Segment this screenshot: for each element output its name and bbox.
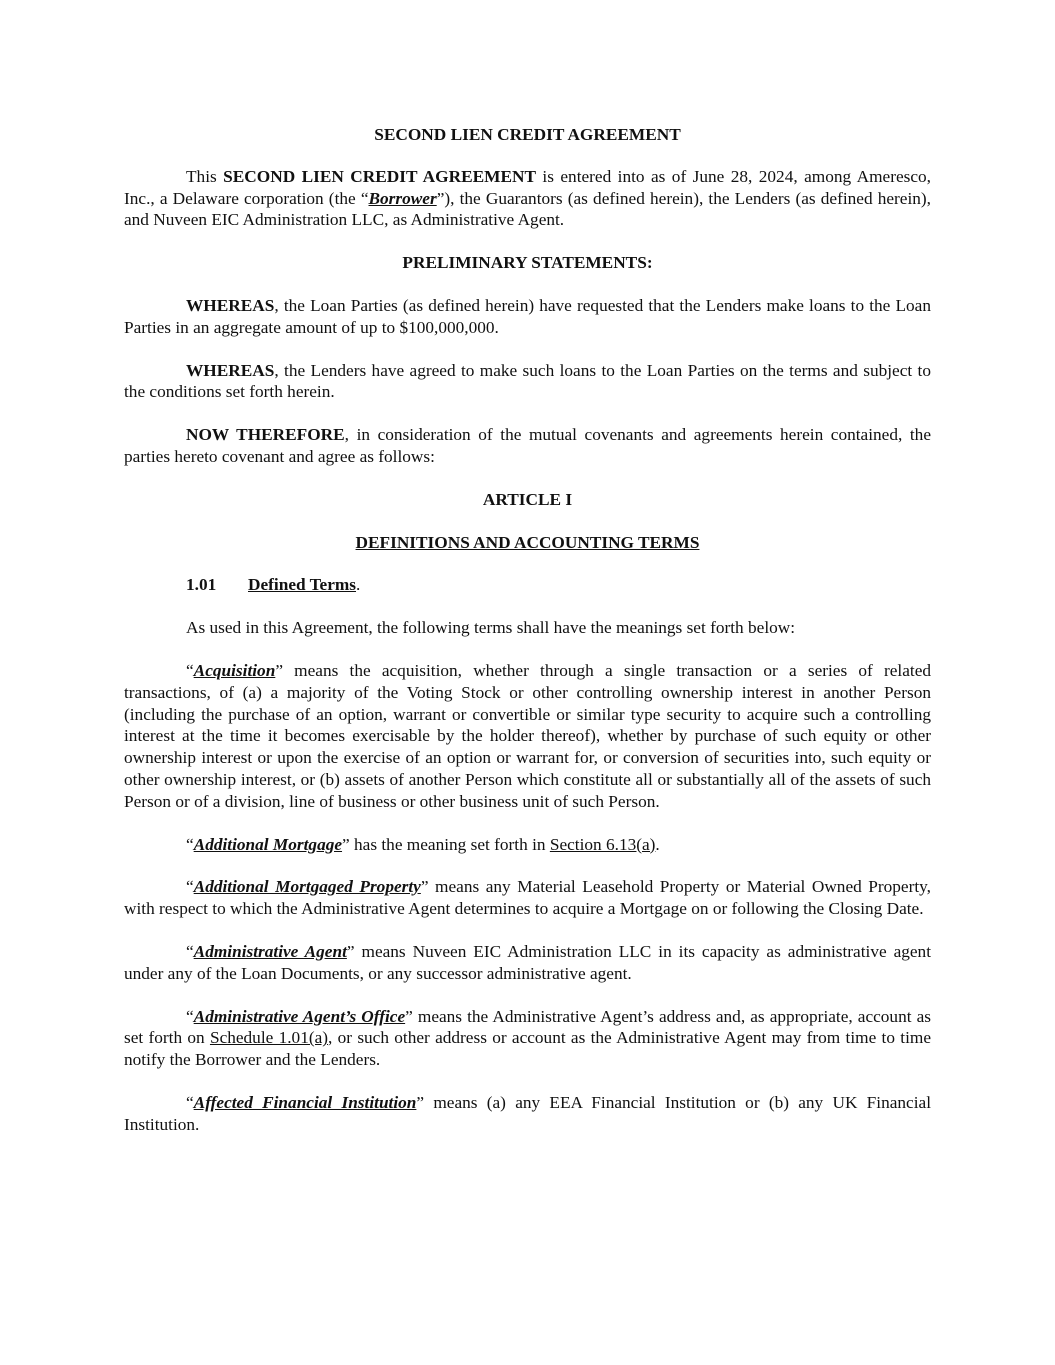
close-quote: ” [342,834,350,854]
whereas-paragraph-2 [124,360,931,404]
section-title: Defined Terms [248,575,357,595]
definition-additional-mortgaged-property [124,876,931,920]
defined-term: Additional Mortgaged Property [193,877,421,897]
now-therefore-keyword: NOW THEREFORE [186,425,345,445]
definition-text: means any Material Leasehold Property or Material Owned Property, with respect to which the Administrative Agent determines to acquire a Mortgage on or following the Closing Date. [124,877,931,919]
defined-term: Administrative Agent [193,941,347,961]
defined-term: Affected Financial Institution [193,1092,417,1112]
close-quote: ” [346,941,355,961]
whereas-keyword: WHEREAS [186,295,275,315]
whereas-text: , the Loan Parties (as defined herein) have requested that the Lenders make loans to the Loan Parties in an aggregate amount of up to $100,000,000. [124,295,931,337]
document-title: SECOND LIEN CREDIT AGREEMENT [374,125,681,144]
whereas-paragraph-1 [124,295,931,339]
preliminary-statements-heading: PRELIMINARY STATEMENTS: [402,253,653,273]
now-therefore-text: , in consideration of the mutual covenants and agreements herein contained, the parties hereto covenant and agree as follows: [124,425,931,466]
section-heading [124,574,931,596]
intro-text-b: ”), the Guarantors (as defined herein), the Lenders (as defined herein), and Nuveen EIC Administration LLC, as Administrative Agent. [124,188,931,230]
definition-additional-mortgage [124,834,931,856]
open-quote: “ [186,877,194,897]
open-quote: “ [186,834,194,854]
section-number: 1.01 [186,575,217,595]
definition-acquisition [124,660,931,813]
definition-administrative-agents-office [124,1006,931,1071]
close-quote: ” [405,1006,413,1026]
definition-text: means (a) any EEA Financial Institution or (b) any UK Financial Institution. [124,1092,931,1134]
intro-paragraph [124,166,931,231]
open-quote: “ [186,660,194,680]
article-title-text: DEFINITIONS AND ACCOUNTING TERMS [355,532,700,552]
article-title [124,532,931,554]
close-quote: ” [420,877,429,897]
definition-text: has the meaning set forth in [349,834,550,854]
definition-text-after: , or such other address or account as the Administrative Agent may from time to time notify the Borrower and the Lenders. [124,1028,931,1070]
borrower-term: Borrower [368,188,437,208]
definition-affected-financial-institution [124,1092,931,1136]
definition-text-after: . [655,834,660,854]
definition-text: means the Administrative Agent’s address and, as appropriate, account as set forth on [124,1006,931,1048]
section-reference: Section 6.13(a) [549,834,656,854]
open-quote: “ [186,1092,194,1112]
intro-text-a: is entered into as of June 28, 2024, among Ameresco, Inc., a Delaware corporation (the “ [124,166,931,208]
document-page [124,124,931,1136]
usage-statement: As used in this Agreement, the following terms shall have the meanings set forth below: [186,618,796,638]
intro-lead: This [186,166,224,186]
open-quote: “ [186,1006,194,1026]
defined-term: Administrative Agent’s Office [193,1006,406,1026]
close-quote: ” [275,660,283,680]
now-therefore-paragraph [124,424,931,468]
open-quote: “ [186,941,194,961]
schedule-reference: Schedule 1.01(a) [209,1028,329,1048]
agreement-name: SECOND LIEN CREDIT AGREEMENT [223,166,536,186]
definition-text: means the acquisition, whether through a single transaction or a series of related transactions, of (a) a majority of the Voting Stock or other controlling ownership interest in another Person (including the purchase of an option, warrant or convertible or similar type security to acquire such a controlling interest at the time it becomes exercisable by the holder thereof), whether by purchase of such equity or other ownership interest or upon the exercise of an option or warrant for, or conversion of securities into, such equity or other ownership interest, or (b) assets of another Person which constitute all or substantially all of the assets of such Person or of a division, line of business or other business unit of such Person. [124,660,931,811]
defined-term: Acquisition [193,660,276,680]
close-quote: ” [416,1092,425,1112]
section-trail: . [356,575,361,595]
definition-text: means Nuveen EIC Administration LLC in its capacity as administrative agent under any of the Loan Documents, or any successor administrative agent. [124,941,931,983]
whereas-text: , the Lenders have agreed to make such loans to the Loan Parties on the terms and subject to the conditions set forth herein. [124,360,931,402]
whereas-keyword: WHEREAS [186,360,275,380]
article-heading: ARTICLE I [482,489,573,509]
definition-administrative-agent [124,941,931,985]
defined-term: Additional Mortgage [193,834,343,854]
